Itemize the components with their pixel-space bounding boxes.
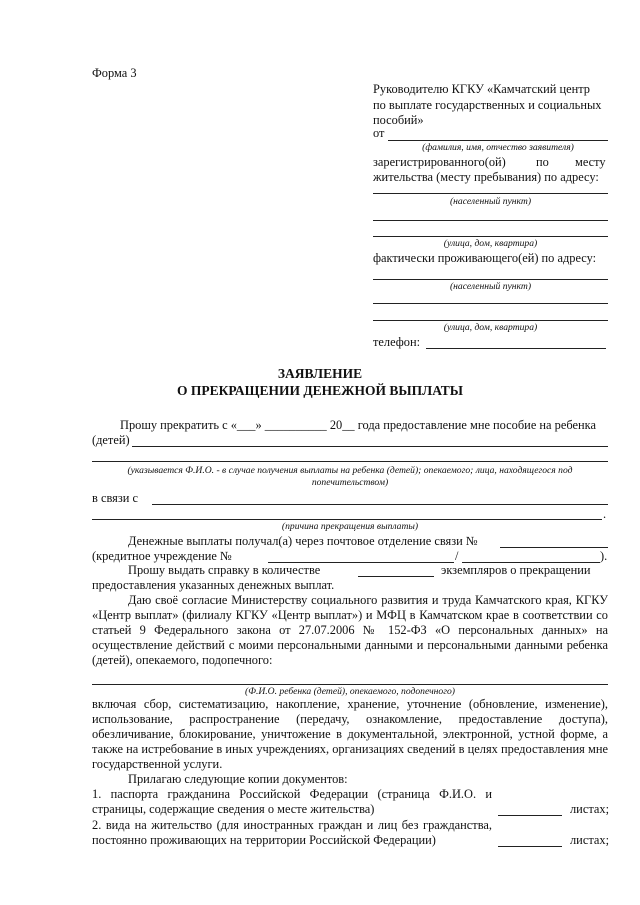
phone-label: телефон: bbox=[373, 335, 421, 349]
children-label: (детей) bbox=[92, 433, 130, 447]
attachment-item-1: 1. паспорта гражданина Российской Федерации (страница Ф.И.О. и страницы, содержащие сведения о месте жительства) bbox=[92, 787, 492, 816]
registered-street-field-2[interactable] bbox=[373, 236, 608, 237]
processing-paragraph: включая сбор, систематизацию, накопление, хранение, уточнение (обновление, изменение), использование, распространение (передачу, ознакомление, предоставление доступа), обезличивание, блокирование, уничтожение в документальной, электронной, устной форме, а также на истребование в иных учреждениях, организациях сведений в целях предоставления мне государственной услуги. bbox=[92, 697, 608, 771]
phone-field[interactable] bbox=[426, 348, 606, 349]
from-label: от bbox=[373, 126, 385, 140]
actual-settlement-field[interactable] bbox=[373, 279, 608, 280]
request-line: Прошу прекратить с «___» __________ 20__ года предоставление мне пособие на ребенка bbox=[120, 418, 596, 432]
child-hint-line-1: (указывается Ф.И.О. - в случае получения выплаты на ребенка (детей); опекаемого; лица, находящегося под bbox=[127, 465, 573, 476]
document-title: ЗАЯВЛЕНИЕ bbox=[277, 366, 363, 381]
certificate-request-a: Прошу выдать справку в количестве bbox=[128, 563, 321, 577]
recipient-line-2: по выплате государственных и социальных bbox=[373, 98, 602, 112]
form-label: Форма 3 bbox=[92, 66, 137, 80]
attachment-1-suffix: листах; bbox=[570, 802, 610, 816]
registered-word: зарегистрированного(ой) bbox=[373, 155, 506, 169]
registered-settlement-field[interactable] bbox=[373, 193, 608, 194]
certificate-count-field[interactable] bbox=[358, 576, 434, 577]
attachments-intro: Прилагаю следующие копии документов: bbox=[128, 772, 348, 786]
reason-field-1[interactable] bbox=[152, 504, 608, 505]
certificate-request-line-2: предоставления указанных денежных выплат. bbox=[92, 578, 335, 592]
certificate-request-b: экземпляров о прекращении bbox=[441, 563, 591, 577]
reason-field-2[interactable] bbox=[92, 519, 602, 520]
post-office-number-field[interactable] bbox=[500, 547, 608, 548]
actual-settlement-hint: (населенный пункт) bbox=[449, 281, 532, 292]
registered-mestu: месту bbox=[575, 155, 606, 169]
payments-line: Денежные выплаты получал(а) через почтовое отделение связи № bbox=[128, 534, 478, 548]
actual-street-hint: (улица, дом, квартира) bbox=[443, 322, 538, 333]
registered-po: по bbox=[536, 155, 549, 169]
registered-street-field-1[interactable] bbox=[373, 220, 608, 221]
document-subtitle: О ПРЕКРАЩЕНИИ ДЕНЕЖНОЙ ВЫПЛАТЫ bbox=[176, 383, 464, 398]
registered-settlement-hint: (населенный пункт) bbox=[449, 196, 532, 207]
child-name-field-2[interactable] bbox=[92, 461, 608, 462]
registered-line-2: жительства (месту пребывания) по адресу: bbox=[373, 170, 599, 184]
recipient-line-1: Руководителю КГКУ «Камчатский центр bbox=[373, 82, 590, 96]
applicant-name-hint: (фамилия, имя, отчество заявителя) bbox=[422, 142, 574, 153]
credit-institution-label: (кредитное учреждение № bbox=[92, 549, 232, 563]
attachment-2-pages-field[interactable] bbox=[498, 846, 562, 847]
reason-label: в связи с bbox=[92, 491, 138, 505]
attachment-1-pages-field[interactable] bbox=[498, 815, 562, 816]
recipient-line-3: пособий» bbox=[373, 113, 424, 127]
attachment-item-2: 2. вида на жительство (для иностранных граждан и лиц без гражданства, постоянно проживающих на территории Российской Федерации) bbox=[92, 818, 492, 847]
child-name-field-1[interactable] bbox=[132, 446, 608, 447]
actual-street-field-1[interactable] bbox=[373, 303, 608, 304]
reason-hint: (причина прекращения выплаты) bbox=[281, 521, 419, 532]
credit-slash: / bbox=[455, 549, 459, 563]
attachment-2-suffix: листах; bbox=[570, 833, 610, 847]
child-hint-line-2: попечительством) bbox=[311, 477, 389, 488]
reason-period: . bbox=[603, 507, 607, 521]
consent-child-name-field[interactable] bbox=[92, 684, 608, 685]
actual-address-label: фактически проживающего(ей) по адресу: bbox=[373, 251, 597, 265]
registered-street-hint: (улица, дом, квартира) bbox=[443, 238, 538, 249]
credit-close: ). bbox=[600, 549, 608, 563]
consent-paragraph: Даю своё согласие Министерству социального развития и труда Камчатского края, КГКУ «Центр выплат» (филиалу КГКУ «Центр выплат») и МФЦ в Камчатском крае в соответствии со статьей 9 Федерального закона от 27.07.2006 № 152-ФЗ «О персональных данных» на осуществление действий с моими персональными данными и персональными данными ребенка (детей), опекаемого, подопечного: bbox=[92, 593, 608, 667]
consent-child-hint: (Ф.И.О. ребенка (детей), опекаемого, подопечного) bbox=[245, 686, 455, 697]
actual-street-field-2[interactable] bbox=[373, 320, 608, 321]
applicant-name-field[interactable] bbox=[388, 140, 608, 141]
